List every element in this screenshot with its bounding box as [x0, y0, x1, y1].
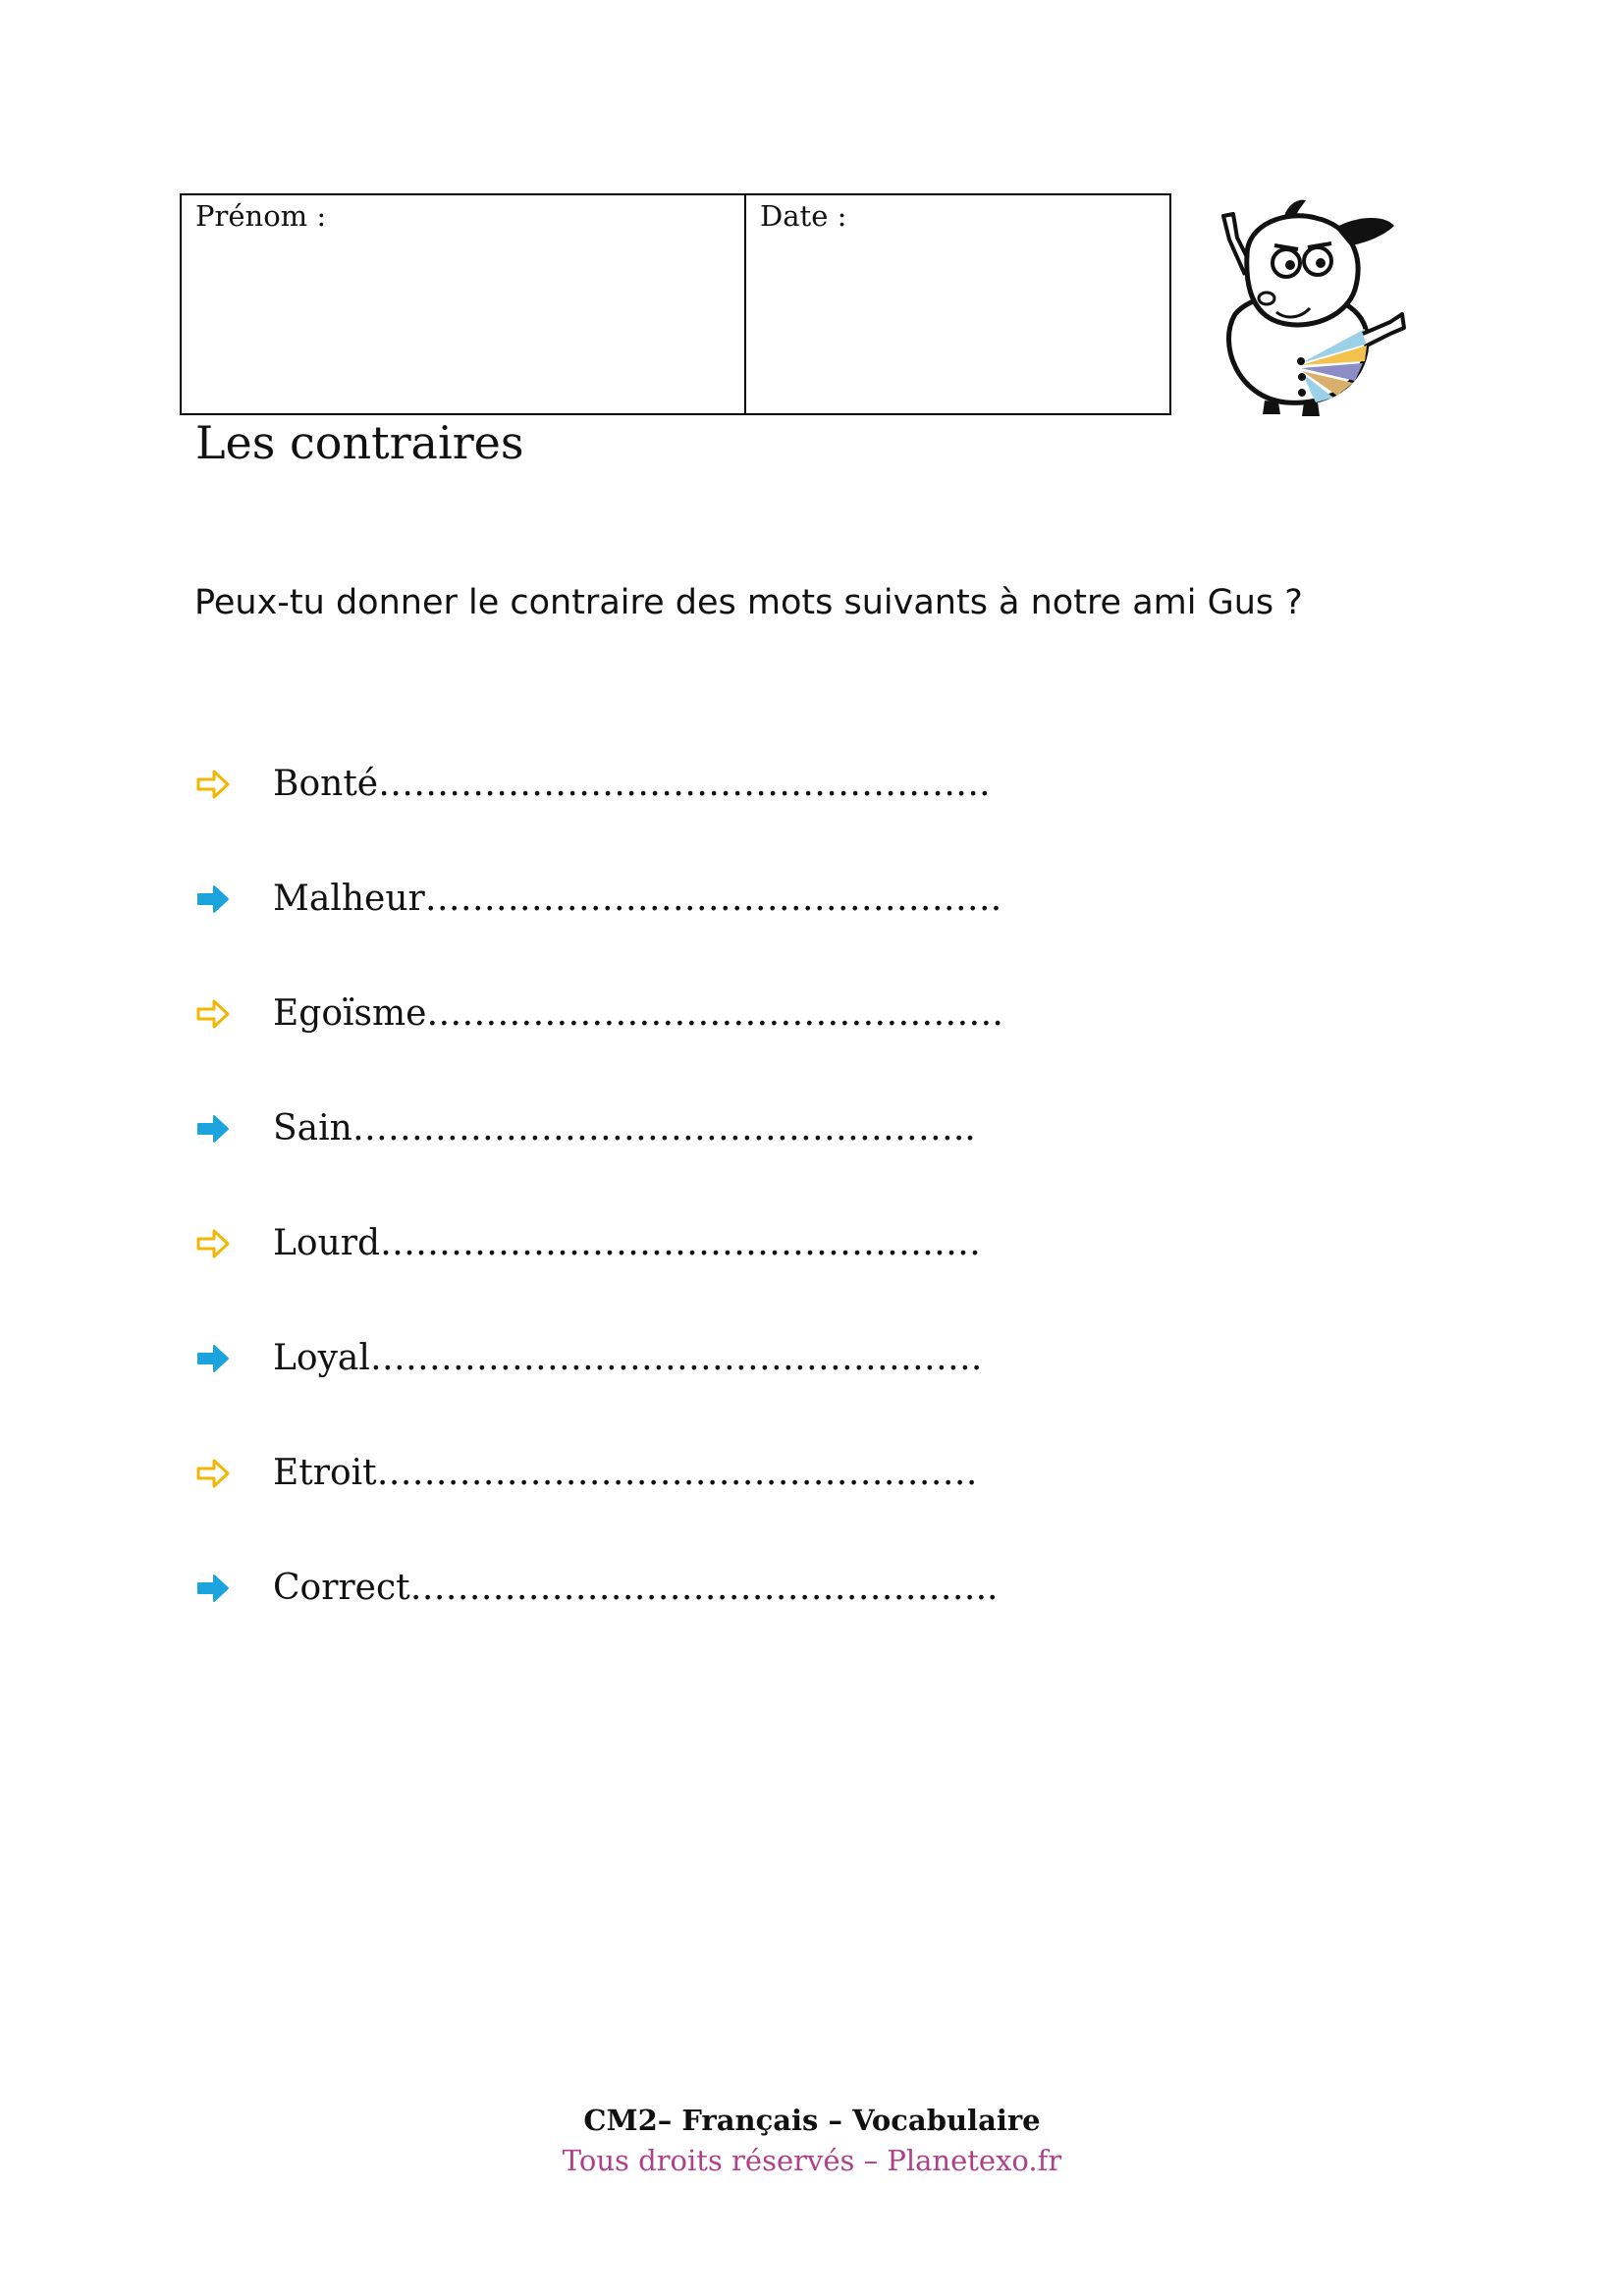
outline-yellow-arrow-icon [194, 1457, 232, 1490]
page-title: Les contraires [195, 416, 524, 469]
word-text: Sain…………………………………………….. [273, 1108, 976, 1148]
footer-subject: CM2– Français – Vocabulaire [583, 2104, 1041, 2137]
date-label: Date : [760, 199, 847, 233]
outline-yellow-arrow-icon [194, 997, 232, 1031]
word-text: Loyal……………………………………………. [273, 1338, 983, 1378]
word-text: Etroit…………………………………………… [273, 1453, 978, 1493]
word-text: Egoïsme…………………………………………. [273, 993, 1003, 1034]
word-list-item[interactable] [194, 1071, 1176, 1186]
gus-mascot-image [1208, 196, 1414, 417]
word-list-item[interactable] [194, 956, 1176, 1071]
date-cell[interactable] [746, 195, 1169, 413]
solid-blue-arrow-icon [194, 1112, 232, 1146]
word-list-item[interactable] [194, 1530, 1176, 1645]
word-list [194, 726, 1176, 1645]
solid-blue-arrow-icon [194, 1342, 232, 1375]
word-text: Correct………………………………………….. [273, 1568, 999, 1608]
word-text: Lourd…………………………………………… [273, 1223, 982, 1263]
instruction-text: Peux-tu donner le contraire des mots suivants à notre ami Gus ? [194, 583, 1303, 622]
solid-blue-arrow-icon [194, 882, 232, 916]
prenom-cell[interactable] [182, 195, 746, 413]
name-date-table [180, 193, 1171, 415]
word-list-item[interactable] [194, 1301, 1176, 1415]
outline-yellow-arrow-icon [194, 1227, 232, 1260]
prenom-label: Prénom : [195, 199, 327, 233]
word-list-item[interactable] [194, 841, 1176, 956]
word-list-item[interactable] [194, 1415, 1176, 1530]
word-list-item[interactable] [194, 1186, 1176, 1301]
footer-rights: Tous droits réservés – Planetexo.fr [562, 2144, 1062, 2177]
word-text: Malheur…………………………………………. [273, 879, 1002, 919]
word-text: Bonté……………………………………………. [273, 764, 991, 804]
word-list-item[interactable] [194, 726, 1176, 841]
outline-yellow-arrow-icon [194, 768, 232, 801]
solid-blue-arrow-icon [194, 1572, 232, 1605]
